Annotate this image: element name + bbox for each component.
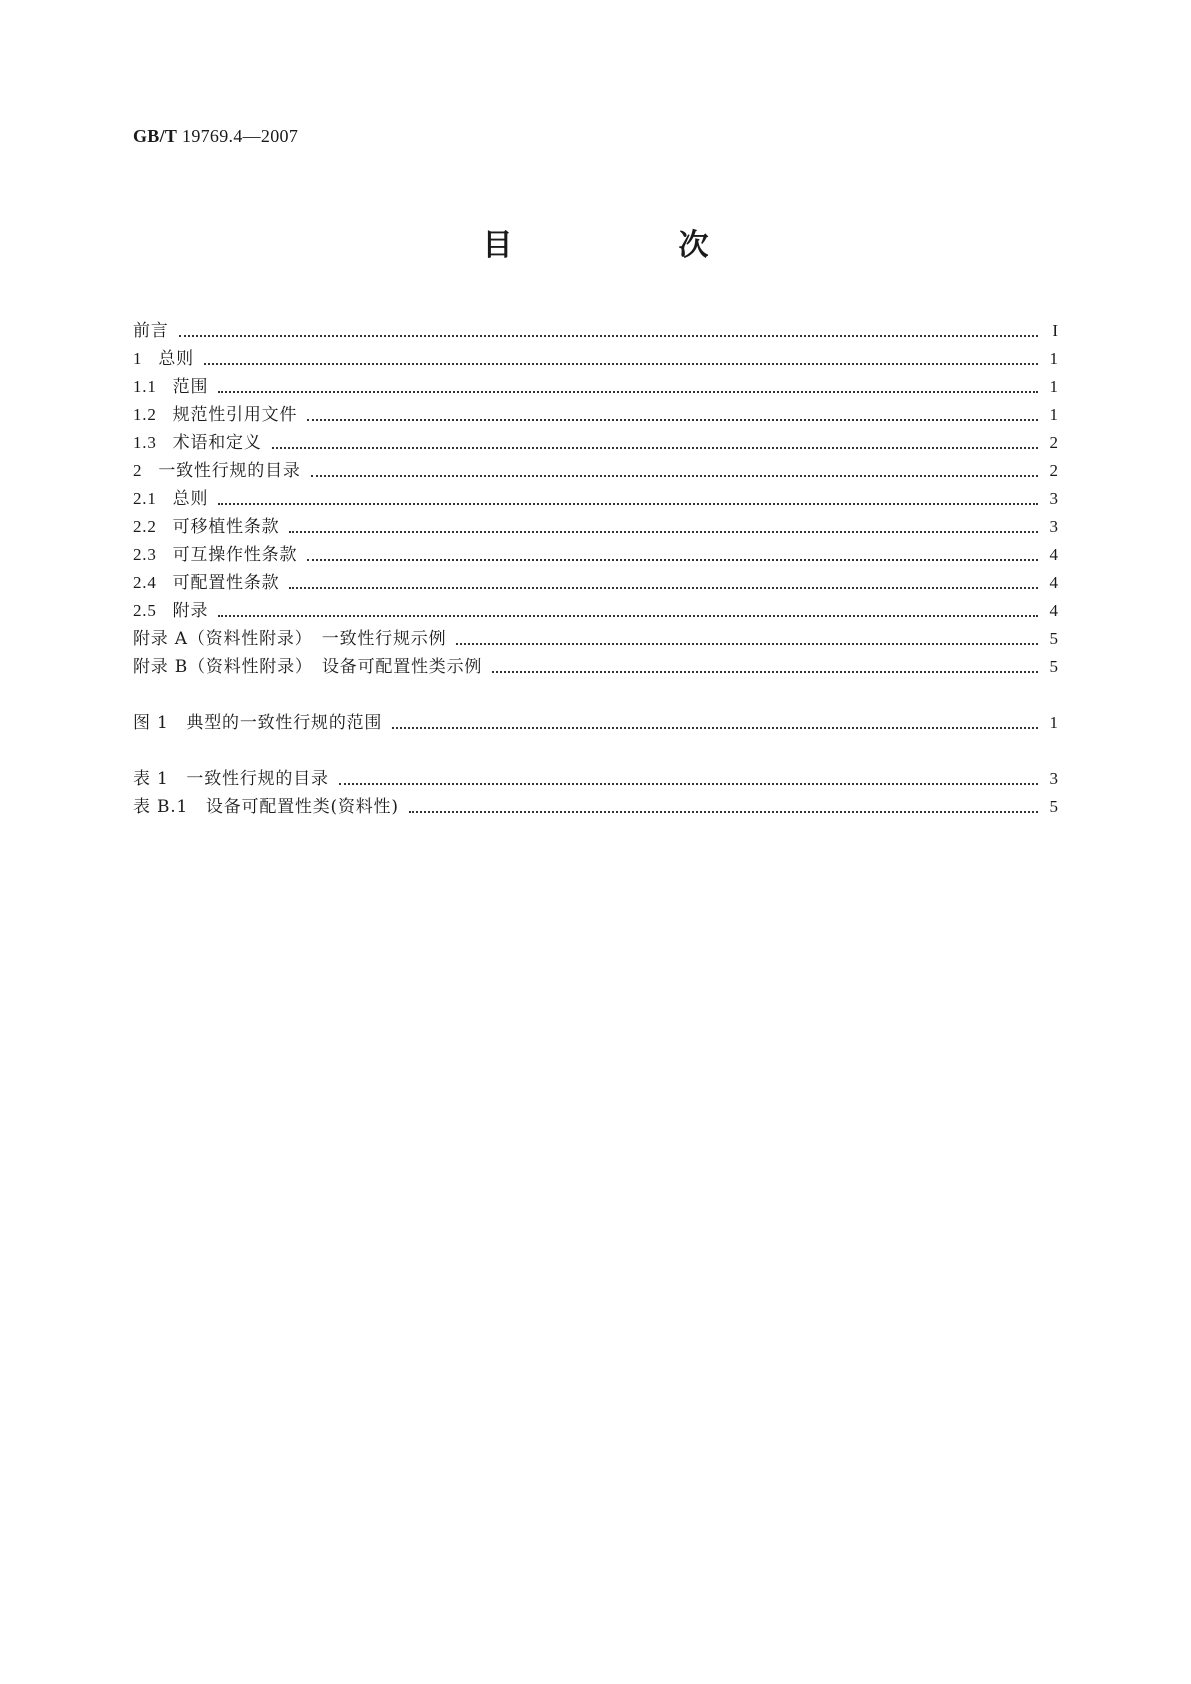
toc-entry-number: 1.1 (133, 377, 157, 396)
toc-page-number: 5 (1049, 629, 1058, 648)
toc-page-number: 2 (1049, 461, 1058, 480)
toc-entry-1-2[interactable] (133, 400, 1058, 426)
standard-number: 19769.4—2007 (182, 126, 299, 146)
toc-entry-number: 1 (133, 349, 143, 368)
toc-leader-dots (289, 587, 1038, 589)
toc-entry-text: 附录 A（资料性附录） 一致性行规示例 (133, 629, 447, 649)
toc-entry-table-1[interactable] (133, 764, 1058, 790)
toc-entry-text: 前言 (133, 321, 169, 341)
toc-leader-dots (179, 335, 1038, 337)
toc-entry-label (133, 376, 208, 398)
toc-leader-dots (456, 643, 1038, 645)
toc-entry-2-1[interactable] (133, 484, 1058, 510)
toc-page-number: 1 (1049, 713, 1058, 732)
toc-entry-number: 2.4 (133, 573, 157, 592)
toc-page-number: 1 (1049, 405, 1058, 424)
toc-entry-foreword[interactable] (133, 316, 1058, 342)
toc-page-number: 4 (1049, 573, 1058, 592)
toc-entry-1-1[interactable] (133, 372, 1058, 398)
standard-prefix: GB/T (133, 126, 178, 146)
toc-entry-text: 可互操作性条款 (172, 545, 298, 565)
toc-entry-text: 表 B.1 设备可配置性类(资料性) (133, 797, 399, 817)
toc-entry-label (133, 544, 297, 566)
toc-entry-text: 附录 (172, 601, 209, 621)
toc-leader-dots (392, 727, 1038, 729)
toc-page-number: 2 (1049, 433, 1058, 452)
toc-entry-label (133, 460, 301, 482)
toc-entry-annex-b[interactable] (133, 652, 1058, 678)
toc-entry-label (133, 572, 279, 594)
toc-entry-table-b1[interactable] (133, 792, 1058, 818)
toc-entry-label (133, 712, 382, 734)
toc-page-number: 5 (1049, 657, 1058, 676)
toc-leader-dots (218, 503, 1038, 505)
toc-entry-label (133, 488, 208, 510)
toc-entry-label (133, 432, 262, 454)
toc-leader-dots (492, 671, 1038, 673)
toc-entry-text: 附录 B（资料性附录） 设备可配置性类示例 (133, 657, 483, 677)
toc-entry-number: 1.3 (133, 433, 157, 452)
toc-entry-text: 术语和定义 (172, 433, 262, 453)
toc-entry-2-5[interactable] (133, 596, 1058, 622)
toc-page-number: 3 (1049, 489, 1058, 508)
toc-leader-dots (339, 783, 1038, 785)
toc-entry-number: 2 (133, 461, 143, 480)
toc-entry-text: 总则 (158, 349, 194, 369)
toc-leader-dots (289, 531, 1038, 533)
toc-entry-number: 2.5 (133, 601, 157, 620)
toc-entry-text: 可配置性条款 (172, 573, 280, 593)
toc-leader-dots (311, 475, 1038, 477)
toc-entry-text: 一致性行规的目录 (158, 461, 301, 481)
toc-entry-figure-1[interactable] (133, 708, 1058, 734)
toc-entry-text: 图 1 典型的一致性行规的范围 (133, 713, 383, 733)
toc-page-number: 5 (1049, 797, 1058, 816)
toc-entry-annex-a[interactable] (133, 624, 1058, 650)
toc-leader-dots (272, 447, 1038, 449)
toc-entry-text: 范围 (172, 377, 209, 397)
toc-leader-dots (409, 811, 1038, 813)
toc-leader-dots (307, 419, 1038, 421)
toc-entry-number: 2.2 (133, 517, 157, 536)
toc-entry-label (133, 628, 446, 650)
toc-entry-label (133, 796, 399, 818)
toc-entry-label (133, 348, 194, 370)
toc-entry-label (133, 656, 482, 678)
toc-entry-2-4[interactable] (133, 568, 1058, 594)
toc-entry-text: 规范性引用文件 (172, 405, 298, 425)
toc-entry-label (133, 320, 169, 342)
toc-entry-label (133, 600, 208, 622)
toc-leader-dots (218, 391, 1038, 393)
toc-entry-text: 总则 (172, 489, 209, 509)
toc-page-number: I (1052, 321, 1058, 340)
toc-entry-2-3[interactable] (133, 540, 1058, 566)
toc-entry-2-2[interactable] (133, 512, 1058, 538)
toc-entry-label (133, 516, 279, 538)
toc-page-number: 3 (1049, 517, 1058, 536)
toc-entry-text: 表 1 一致性行规的目录 (133, 769, 329, 789)
toc-page-number: 4 (1049, 601, 1058, 620)
toc-entry-1-3[interactable] (133, 428, 1058, 454)
toc-entry-number: 2.3 (133, 545, 157, 564)
toc-leader-dots (218, 615, 1038, 617)
toc-entry-label (133, 768, 329, 790)
toc-entry-number: 1.2 (133, 405, 157, 424)
toc-entry-2[interactable] (133, 456, 1058, 482)
toc-leader-dots (204, 363, 1038, 365)
toc-entry-1[interactable] (133, 344, 1058, 370)
toc-page-number: 3 (1049, 769, 1058, 788)
toc-entry-text: 可移植性条款 (172, 517, 280, 537)
standard-code (133, 126, 298, 147)
toc-entry-label (133, 404, 297, 426)
toc-page-number: 4 (1049, 545, 1058, 564)
page-title: 目 次 (482, 228, 777, 263)
toc-leader-dots (307, 559, 1038, 561)
toc-page-number: 1 (1049, 377, 1058, 396)
toc-page-number: 1 (1049, 349, 1058, 368)
toc-entry-number: 2.1 (133, 489, 157, 508)
